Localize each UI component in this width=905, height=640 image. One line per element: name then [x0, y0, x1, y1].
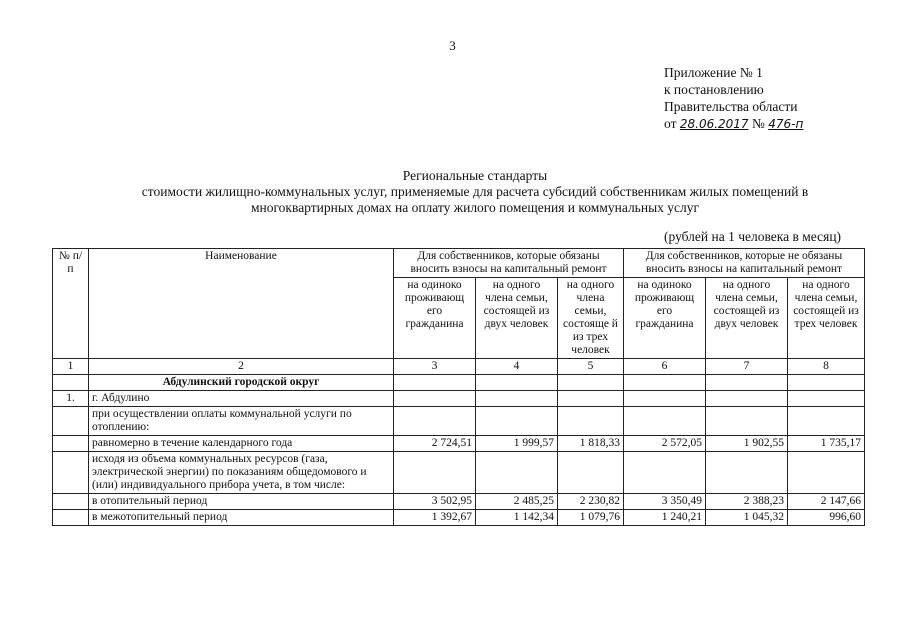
row-value [558, 452, 624, 494]
appendix-block [664, 64, 803, 133]
appendix-line-3: Правительства области [664, 99, 798, 114]
row-value [476, 452, 558, 494]
col-number: 3 [394, 359, 476, 375]
row-value: 996,60 [788, 510, 865, 526]
title-line-1: Региональные стандарты [402, 168, 548, 183]
col-number: 2 [89, 359, 394, 375]
date-prefix: от [664, 116, 677, 131]
col-number: 6 [624, 359, 706, 375]
row-value [788, 452, 865, 494]
header-three-2: на одного члена семьи, состоящей из трех человек [788, 278, 865, 359]
row-value: 1 735,17 [788, 436, 865, 452]
title-line-3: многоквартирных домах на оплату жилого помещения и коммунальных услуг [250, 200, 700, 215]
row-name: равномерно в течение календарного года [89, 436, 394, 452]
section-row [53, 375, 865, 391]
row-value: 1 142,34 [476, 510, 558, 526]
header-two-1: на одного члена семьи, состоящей из двух человек [476, 278, 558, 359]
table-row [53, 510, 865, 526]
title-line-2: стоимости жилищно-коммунальных услуг, применяемые для расчета субсидий собственникам жилых помещений в [141, 184, 809, 199]
header-single-2: на одиноко проживающ его гражданина [624, 278, 706, 359]
page-number: 3 [449, 38, 456, 53]
col-number: 7 [706, 359, 788, 375]
column-number-row [53, 359, 865, 375]
heating-label: при осуществлении оплаты коммунальной услуги по отоплению: [89, 407, 394, 436]
row-value: 1 999,57 [476, 436, 558, 452]
heating-label-row [53, 407, 865, 436]
row-value: 2 724,51 [394, 436, 476, 452]
row-value [706, 452, 788, 494]
row-value: 2 485,25 [476, 494, 558, 510]
appendix-line-2: к постановлению [664, 82, 764, 97]
header-single-1: на одиноко проживающ его гражданина [394, 278, 476, 359]
row-name: в отопительный период [89, 494, 394, 510]
city-row [53, 391, 865, 407]
row-value [624, 452, 706, 494]
header-three-1: на одного члена семьи, состояще й из трех человек [558, 278, 624, 359]
header-two-2: на одного члена семьи, состоящей из двух человек [706, 278, 788, 359]
col-number: 5 [558, 359, 624, 375]
header-number: № п/п [53, 249, 89, 359]
col-number: 8 [788, 359, 865, 375]
row-value: 1 392,67 [394, 510, 476, 526]
appendix-line-1: Приложение № 1 [664, 65, 763, 80]
standards-table [52, 248, 865, 526]
row-value: 2 572,05 [624, 436, 706, 452]
row-value: 1 818,33 [558, 436, 624, 452]
number-value: 476-п [768, 117, 804, 131]
table-row [53, 436, 865, 452]
section-title: Абдулинский городской округ [89, 375, 394, 391]
table-row [53, 494, 865, 510]
row-value: 1 079,76 [558, 510, 624, 526]
row-value: 1 902,55 [706, 436, 788, 452]
col-number: 4 [476, 359, 558, 375]
row-name: в межотопительный период [89, 510, 394, 526]
header-group-obliged: Для собственников, которые обязаны вносить взносы на капитальный ремонт [394, 249, 624, 278]
row-value: 3 350,49 [624, 494, 706, 510]
city-name: г. Абдулино [89, 391, 394, 407]
row-value: 1 240,21 [624, 510, 706, 526]
row-value: 2 230,82 [558, 494, 624, 510]
table-row [53, 452, 865, 494]
col-number: 1 [53, 359, 89, 375]
header-name: Наименование [89, 249, 394, 359]
row-value: 2 388,23 [706, 494, 788, 510]
date-value: 28.06.2017 [679, 117, 749, 131]
row-value [394, 452, 476, 494]
number-prefix: № [751, 116, 765, 131]
header-group-not-obliged: Для собственников, которые не обязаны вносить взносы на капитальный ремонт [624, 249, 865, 278]
city-number: 1. [53, 391, 89, 407]
unit-note: (рублей на 1 человека в месяц) [664, 229, 842, 244]
row-value: 3 502,95 [394, 494, 476, 510]
appendix-date-line [664, 115, 803, 133]
row-value: 1 045,32 [706, 510, 788, 526]
row-value: 2 147,66 [788, 494, 865, 510]
row-name: исходя из объема коммунальных ресурсов (газа, электрической энергии) по показаниям общедомового и (или) индивидуального прибора учета, в том числе: [89, 452, 394, 494]
document-title [60, 168, 890, 216]
